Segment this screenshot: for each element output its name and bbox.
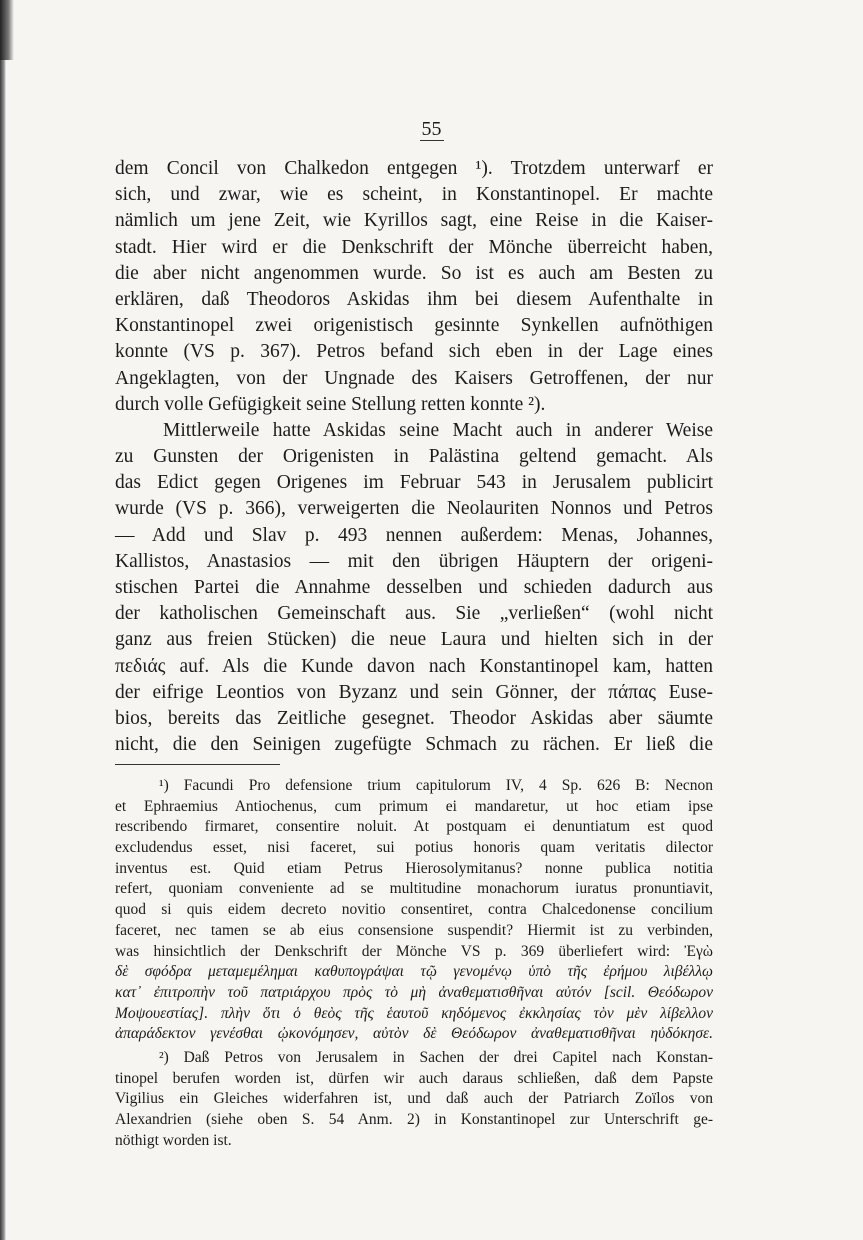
main-text-block: [115, 156, 713, 758]
footnote-line: refert, quoniam conveniente ad se multitudine monachorum iuratus pronuntiavit,: [115, 880, 713, 898]
footnote-line: et Ephraemius Antiochenus, cum primum ei mandaretur, ut hoc etiam ipse: [115, 797, 713, 815]
footnote-line: Vigilius ein Gleiches widerfahren ist, und daß auch der Patriarch Zoïlos von: [115, 1090, 713, 1108]
text-line: bios, bereits das Zeitliche gesegnet. Theodor Askidas aber säumte: [115, 707, 713, 729]
footnote-line-greek: δὲ σφόδρα μεταμεμέλημαι καθυπογράψαι τῷ γενομένῳ ὑπὸ τῆς ἐρήμου λιβέλλῳ: [115, 963, 713, 981]
footnote-line: quod si quis eidem decreto novitio consentiret, contra Chalcedonense concilium: [115, 901, 713, 919]
text-line: das Edict gegen Origenes im Februar 543 in Jerusalem publicirt: [115, 472, 713, 494]
footnote-line-greek: ἀπαράδεκτον γενέσθαι ᾠκονόμησεν, αὐτὸν δὲ Θεόδωρον ἀναθεματισθῆναι ηὐδόκησε.: [115, 1025, 713, 1043]
text-line: Angeklagten, von der Ungnade des Kaisers Getroffenen, der nur: [115, 367, 713, 389]
text-line: stadt. Hier wird er die Denkschrift der Mönche überreicht haben,: [115, 236, 713, 258]
footnote-line: Alexandrien (siehe oben S. 54 Anm. 2) in Konstantinopel zur Unterschrift ge-: [115, 1111, 713, 1128]
text-line: nämlich um jene Zeit, wie Kyrillos sagt, eine Reise in die Kaiser-: [115, 210, 713, 232]
footnote-line: rescribendo firmaret, consentire noluit. At postquam ei denuntiatum est quod: [115, 818, 713, 836]
text-line: Mittlerweile hatte Askidas seine Macht auch in anderer Weise: [163, 419, 713, 441]
footnote-line: nöthigt worden ist.: [115, 1131, 232, 1149]
footnote-line-greek: κατ᾽ ἐπιτροπὴν τοῦ πατριάρχου πρὸς τὸ μὴ ἀναθεματισθῆναι αὐτόν [scil. Θεόδωρον: [115, 983, 713, 1001]
text-line: sich, und zwar, wie es scheint, in Konstantinopel. Er machte: [115, 184, 713, 206]
text-line: erklären, daß Theodoros Askidas ihm bei diesem Aufenthalte in: [115, 288, 713, 310]
text-line: Kallistos, Anastasios — mit den übrigen Häuptern der origeni-: [115, 550, 713, 572]
text-line: konnte (VS p. 367). Petros befand sich eben in der Lage eines: [115, 341, 713, 363]
page-number: [0, 118, 863, 141]
footnote-divider: [115, 764, 280, 765]
text-line: der katholischen Gemeinschaft aus. Sie „verließen“ (wohl nicht: [115, 603, 713, 625]
text-line: zu Gunsten der Origenisten in Palästina geltend gemacht. Als: [115, 446, 713, 468]
text-line: nicht, die den Seinigen zugefügte Schmach zu rächen. Er ließ die: [115, 734, 713, 756]
scan-edge-shadow: [0, 0, 6, 1240]
text-line: die aber nicht angenommen wurde. So ist es auch am Besten zu: [115, 262, 713, 284]
text-line: durch volle Gefügigkeit seine Stellung retten konnte ²).: [115, 393, 546, 415]
footnote-line: faceret, nec tamen se ab eius consensione suspendit? Hiermit ist zu verbinden,: [115, 921, 713, 939]
footnote-line: was hinsichtlich der Denkschrift der Mönche VS p. 369 überliefert wird: Ἐγὼ: [115, 942, 713, 960]
text-line: stischen Partei die Annahme desselben und schieden dadurch aus: [115, 577, 713, 598]
footnotes-block: [115, 776, 713, 1151]
footnote-line: ¹) Facundi Pro defensione trium capitulorum IV, 4 Sp. 626 B: Necnon: [159, 777, 713, 794]
footnote-line: excludendus esset, nisi faceret, sui potius honoris quam veritatis dilector: [115, 839, 713, 857]
footnote-line: tinopel berufen worden ist, dürfen wir auch daraus schließen, daß dem Papste: [115, 1069, 713, 1087]
text-line: dem Concil von Chalkedon entgegen ¹). Trotzdem unterwarf er: [115, 158, 713, 179]
footnote-line: ²) Daß Petros von Jerusalem in Sachen der drei Capitel nach Konstan-: [159, 1048, 713, 1066]
text-line: wurde (VS p. 366), verweigerten die Neolauriten Nonnos und Petros: [115, 498, 713, 520]
scan-edge-shadow-top: [0, 0, 14, 60]
footnote-line: inventus est. Quid etiam Petrus Hierosolymitanus? nonne publica notitia: [115, 859, 713, 877]
text-line: Konstantinopel zwei origenistisch gesinnte Synkellen aufnöthigen: [115, 315, 713, 337]
footnote-line-greek: Μοψουεστίας]. πλὴν ὅτι ὁ θεὸς τῆς ἑαυτοῦ κηδόμενος ἐκκλησίας τὸν μὲν λίβελλον: [115, 1004, 713, 1022]
text-line: ganz aus freien Stücken) die neue Laura und hielten sich in der: [115, 629, 713, 651]
page-number-text: 55: [421, 118, 442, 140]
text-line: — Add und Slav p. 493 nennen außerdem: Menas, Johannes,: [115, 524, 713, 546]
text-line: πεδιάς auf. Als die Kunde davon nach Konstantinopel kam, hatten: [115, 655, 713, 677]
text-line: der eifrige Leontios von Byzanz und sein Gönner, der πάπας Euse-: [115, 681, 713, 703]
